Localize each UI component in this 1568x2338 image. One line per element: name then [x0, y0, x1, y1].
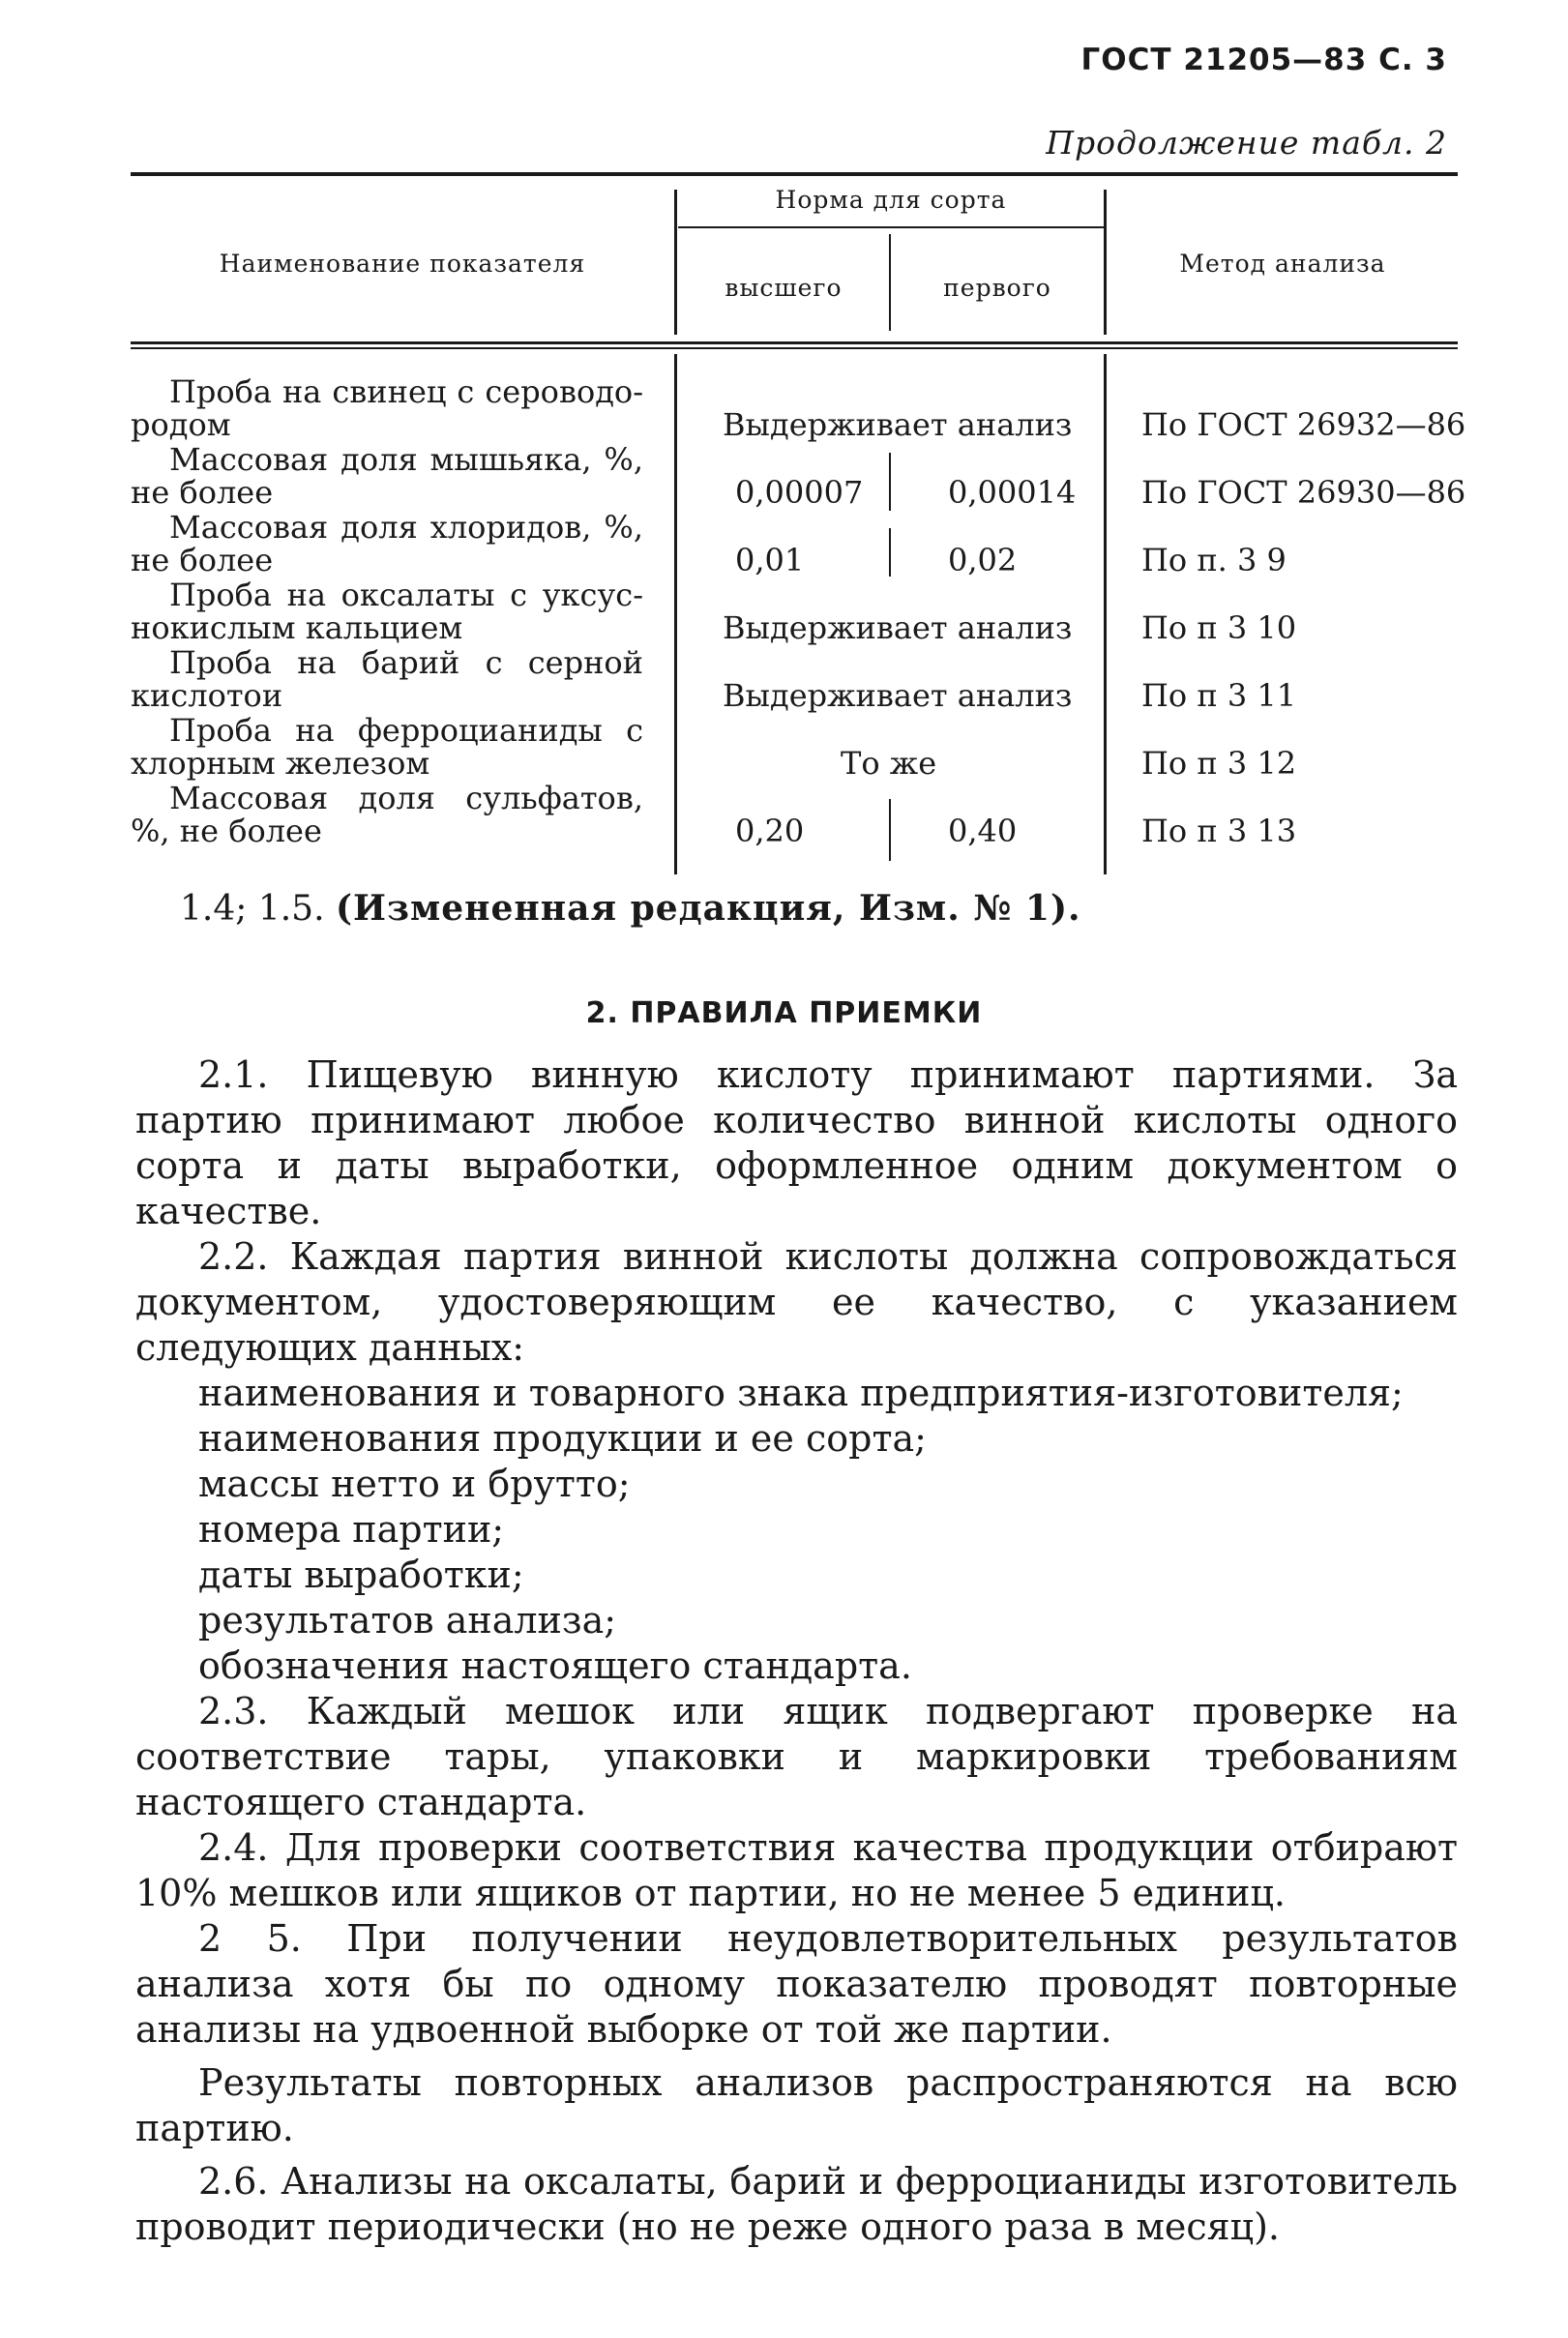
row-method: По ГОСТ 26932—86 — [1141, 406, 1466, 443]
row-name: Проба на барий с серной кислотои — [131, 644, 643, 714]
specs-table — [131, 172, 1466, 874]
cell-divider — [889, 453, 891, 511]
row-value: Выдерживает анализ — [723, 609, 1073, 646]
amendment-ref: 1.4; 1.5. — [180, 889, 325, 929]
list-item: номера партии; — [198, 1508, 505, 1551]
page-header: ГОСТ 21205—83 С. 3 — [1080, 43, 1447, 77]
row-value: То же — [841, 745, 937, 782]
col-header-first: первого — [943, 274, 1051, 302]
row-name: Проба на ферроцианиды с хлорным железом — [131, 712, 643, 782]
row-name: Проба на свинец с сероводо- родом — [131, 373, 643, 443]
row-method: По п 3 12 — [1141, 745, 1297, 782]
row-name: Массовая доля хлоридов, %, не более — [131, 509, 643, 578]
row-method: По п 3 13 — [1141, 813, 1297, 849]
row-first: 0,40 — [948, 813, 1018, 849]
row-high: 0,01 — [735, 542, 805, 578]
row-method: По п 3 11 — [1141, 677, 1297, 714]
row-name: Массовая доля сульфатов, %, не более — [131, 780, 643, 849]
col-divider-2 — [1104, 190, 1107, 335]
cell-divider — [889, 528, 891, 577]
paragraph-2-5-note: Результаты повторных анализов распространяются на всю партию. — [135, 2061, 1458, 2149]
paragraph-2-4: 2.4. Для проверки соответствия качества продукции отбирают 10% мешков или ящиков от партии, но не менее 5 единиц. — [135, 1826, 1458, 1914]
col-header-high: высшего — [725, 274, 843, 302]
section-title: 2. ПРАВИЛА ПРИЕМКИ — [585, 996, 983, 1030]
table-header-rule — [131, 341, 1458, 344]
list-item: обозначения настоящего стандарта. — [198, 1644, 912, 1687]
paragraph-2-1: 2.1. Пищевую винную кислоту принимают партиями. За партию принимают любое количество винной кислоты одного сорта и даты выработки, оформленное одним документом о качестве. — [135, 1053, 1458, 1232]
list-item: массы нетто и брутто; — [198, 1463, 631, 1505]
paragraph-2-3: 2.3. Каждый мешок или ящик подвергают проверке на соответствие тары, упаковки и маркировки требованиям настоящего стандарта. — [135, 1690, 1458, 1823]
table-top-rule — [131, 172, 1458, 176]
col-divider-1 — [674, 190, 677, 335]
paragraph-2-2: 2.2. Каждая партия винной кислоты должна сопровождаться документом, удостоверяющим ее качество, с указанием следующих данных: — [135, 1235, 1458, 1369]
row-method: По ГОСТ 26930—86 — [1141, 474, 1466, 511]
col-header-name: Наименование показателя — [219, 250, 586, 278]
row-first: 0,02 — [948, 542, 1018, 578]
col-header-norm: Норма для сорта — [775, 186, 1007, 214]
paragraph-2-6: 2.6. Анализы на оксалаты, барий и ферроцианиды изготовитель проводит периодически (но не реже одного раза в месяц). — [135, 2160, 1458, 2248]
row-first: 0,00014 — [948, 474, 1077, 511]
col-header-method: Метод анализа — [1179, 250, 1386, 278]
list-item: наименования и товарного знака предприятия-изготовителя; — [198, 1372, 1404, 1414]
list-item: даты выработки; — [198, 1554, 524, 1596]
cell-divider — [889, 799, 891, 861]
row-method: По п. 3 9 — [1141, 542, 1287, 578]
amendment-note — [180, 888, 1081, 929]
col-divider-2-body — [1104, 354, 1107, 874]
paragraph-2-5: 2 5. При получении неудовлетворительных результатов анализа хотя бы по одному показателю проводят повторные анализы на удвоенной выборке от той же партии. — [135, 1917, 1458, 2051]
col-divider-1-body — [674, 354, 677, 874]
row-value: Выдерживает анализ — [723, 677, 1073, 714]
table-header-rule-2 — [131, 347, 1458, 349]
row-name: Массовая доля мышьяка, %, не более — [131, 441, 643, 511]
norm-subheader-rule — [678, 226, 1104, 228]
list-item: результатов анализа; — [198, 1599, 617, 1642]
section-body — [135, 1052, 1458, 2250]
row-name: Проба на оксалаты с уксус- нокислым кальцием — [131, 577, 643, 646]
row-high: 0,20 — [735, 813, 805, 849]
list-item: наименования продукции и ее сорта; — [198, 1417, 927, 1460]
row-method: По п 3 10 — [1141, 609, 1297, 646]
amendment-text: (Измененная редакция, Изм. № 1). — [335, 888, 1081, 929]
table-caption: Продолжение табл. 2 — [1046, 124, 1447, 162]
row-high: 0,00007 — [735, 474, 864, 511]
row-value: Выдерживает анализ — [723, 406, 1073, 443]
